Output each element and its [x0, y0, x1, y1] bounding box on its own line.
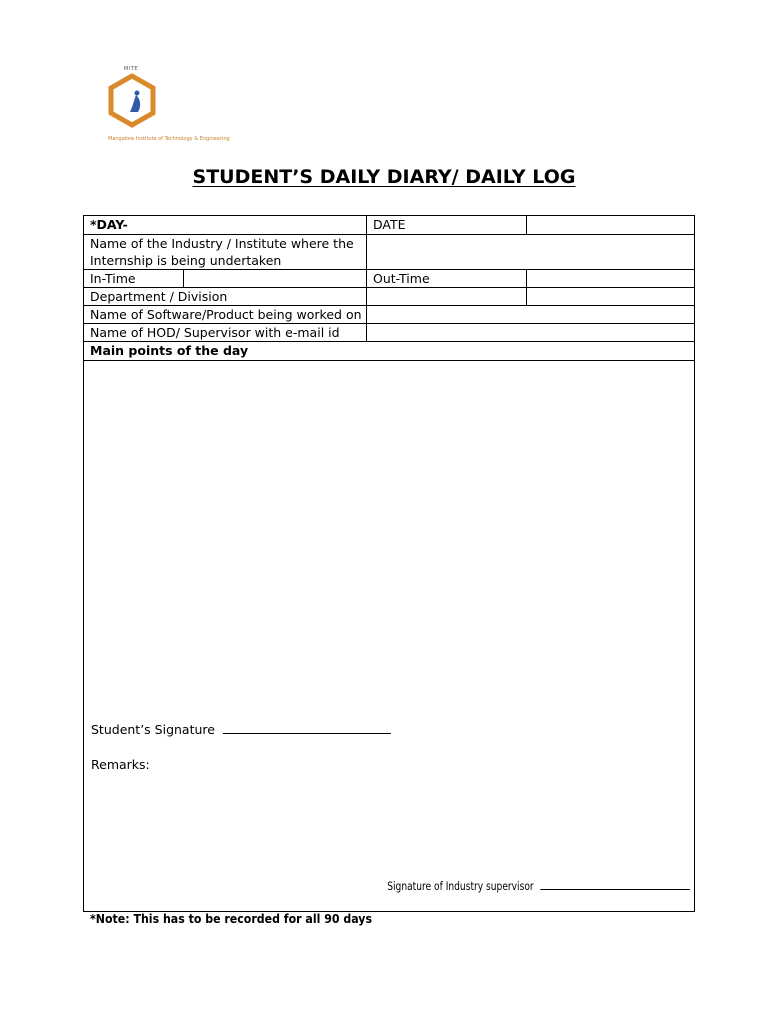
row-day-date [84, 216, 695, 235]
footer-note: *Note: This has to be recorded for all 90 days [90, 911, 373, 926]
logo-caption: Mangalore Institute of Technology & Engineering [108, 136, 230, 142]
industry-signature-field[interactable] [540, 877, 690, 890]
department-field-2[interactable] [527, 288, 695, 306]
row-time [84, 270, 695, 288]
date-label: DATE [367, 216, 527, 235]
department-field[interactable] [367, 288, 527, 306]
main-points-area[interactable] [84, 361, 695, 912]
industry-signature-label: Signature of Industry supervisor [387, 879, 534, 893]
in-time-field[interactable] [184, 270, 367, 288]
student-signature-field[interactable] [223, 721, 391, 734]
in-time-label: In-Time [84, 270, 184, 288]
student-signature-label: Student’s Signature [91, 722, 215, 737]
row-main-points-header [84, 342, 695, 361]
logo-top-text: MITE [124, 66, 139, 72]
industry-label: Name of the Industry / Institute where the Internship is being undertaken [84, 235, 367, 270]
row-main-points-body [84, 361, 695, 912]
day-label: *DAY- [84, 216, 367, 235]
row-industry [84, 235, 695, 270]
main-points-label: Main points of the day [84, 342, 695, 361]
out-time-field[interactable] [527, 270, 695, 288]
row-department [84, 288, 695, 306]
daily-log-form [83, 215, 695, 912]
industry-field[interactable] [367, 235, 695, 270]
department-label: Department / Division [84, 288, 367, 306]
hod-label: Name of HOD/ Supervisor with e-mail id [84, 324, 367, 342]
hod-field[interactable] [367, 324, 695, 342]
industry-signature-line [388, 877, 690, 895]
institute-logo [104, 66, 230, 146]
document-title: STUDENT’S DAILY DIARY/ DAILY LOG [192, 166, 576, 188]
out-time-label: Out-Time [367, 270, 527, 288]
row-software [84, 306, 695, 324]
date-field[interactable] [527, 216, 695, 235]
row-hod [84, 324, 695, 342]
software-field[interactable] [367, 306, 695, 324]
remarks-label: Remarks: [91, 757, 150, 772]
software-label: Name of Software/Product being worked on [84, 306, 367, 324]
hexagon-logo-icon [104, 66, 160, 138]
student-signature-line [91, 721, 391, 738]
